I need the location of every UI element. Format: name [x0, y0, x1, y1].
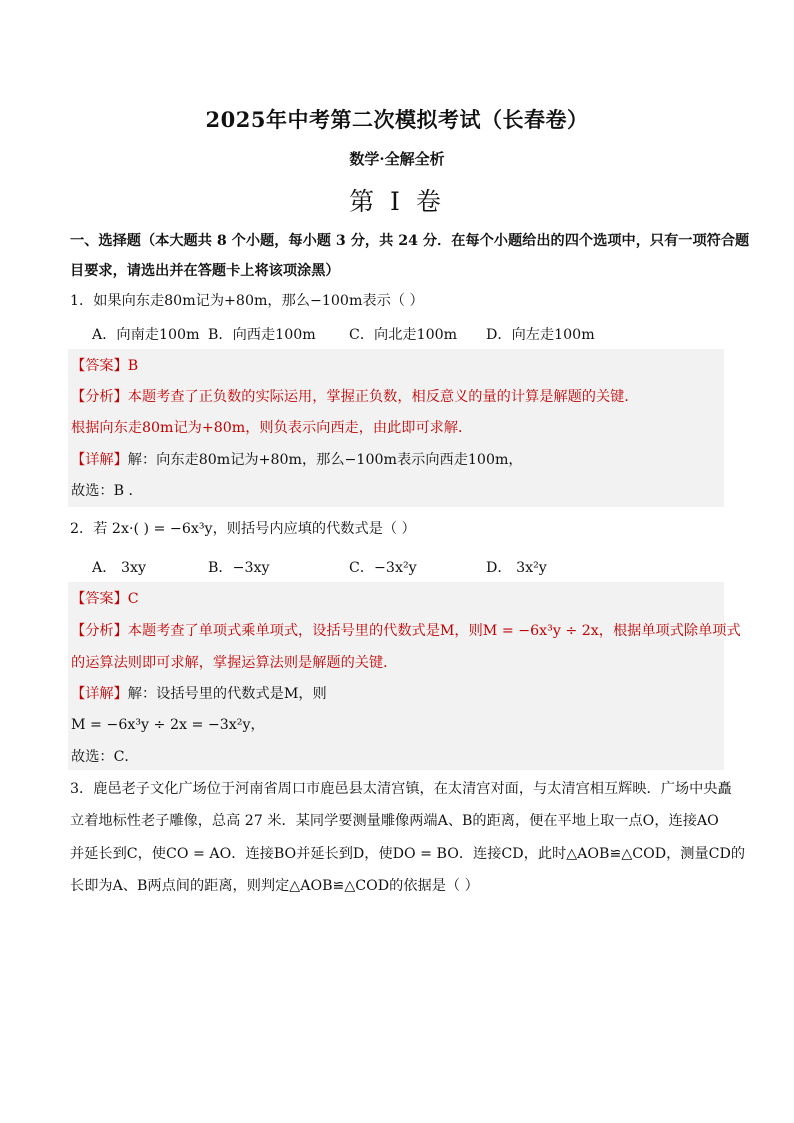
answer-value: B: [127, 358, 139, 374]
analysis-text: 本题考查了正负数的实际运用，掌握正负数，相反意义的量的计算是解题的关键．: [127, 389, 639, 405]
question-3-line-4: 长即为A、B两点间的距离，则判定△AOB≌△COD的依据是（ ）: [70, 878, 479, 894]
section-instructions-line-2: 目要求，请选出并在答题卡上将该项涂黑）: [70, 263, 340, 279]
question-1-detail-line: [71, 451, 523, 469]
question-1-choice-line: 故选：B ．: [71, 483, 143, 499]
exam-subtitle: 数学·全解全析: [349, 150, 445, 168]
question-1-option-a: A．向南走100m: [92, 327, 200, 343]
question-2-option-a: A． 3xy: [92, 560, 146, 576]
question-2-option-c: C．−3x²y: [349, 560, 417, 576]
question-2-answer-line: [71, 590, 139, 608]
section-instructions-line-1: 一、选择题（本大题共 8 个小题，每小题 3 分，共 24 分．在每个小题给出的四个选项中，只有一项符合题: [70, 233, 750, 249]
question-2-choice-line: 故选：C．: [71, 749, 139, 765]
detail-text: 解：向东走80m记为+80m，那么−100m表示向西走100m，: [127, 452, 523, 468]
exam-title: 2025年中考第二次模拟考试（长春卷）: [205, 107, 589, 132]
detail-tag: 【详解】: [71, 686, 128, 702]
answer-value: C: [127, 591, 139, 607]
analysis-tag: 【分析】: [71, 623, 128, 639]
question-2-analysis-line-2: 的运算法则即可求解，掌握运算法则是解题的关键．: [71, 655, 398, 671]
question-1-stem: 1．如果向东走80m记为+80m，那么−100m表示（ ）: [70, 293, 424, 309]
question-2-formula-line: M = −6x³y ÷ 2x = −3x²y，: [71, 717, 265, 733]
question-2-stem-text: ，则括号内应填的代数式是（ ）: [212, 521, 416, 537]
question-2-detail-line: [71, 685, 327, 703]
question-2-stem: [70, 520, 416, 538]
volume-heading: 第 I 卷: [349, 187, 445, 216]
question-1-option-b: B．向西走100m: [208, 327, 316, 343]
question-2-analysis-line-1: [71, 622, 741, 640]
question-1-solution-block: [68, 349, 724, 507]
question-1-analysis-line-2: 根据向东走80m记为+80m，则负表示向西走，由此即可求解．: [71, 420, 473, 436]
answer-tag: 【答案】: [71, 591, 128, 607]
question-1-option-d: D．向左走100m: [486, 327, 595, 343]
question-3-line-1: 3．鹿邑老子文化广场位于河南省周口市鹿邑县太清宫镇，在太清宫对面，与太清宫相互辉映．广场中央矗: [70, 781, 732, 797]
analysis-text: 本题考查了单项式乘单项式，设括号里的代数式是M，则M = −6x³y ÷ 2x，根据单项式除单项式: [127, 623, 741, 639]
question-2-option-b: B．−3xy: [208, 560, 270, 576]
detail-text: 解：设括号里的代数式是M，则: [127, 686, 327, 702]
question-1-option-c: C．向北走100m: [349, 327, 458, 343]
question-2-stem-expression: 2．若 2x·( ) = −6x³y: [70, 521, 213, 537]
question-1-analysis-line-1: [71, 388, 639, 406]
question-3-line-3: 并延长到C，使CO = AO．连接BO并延长到D，使DO = BO．连接CD，此时△AOB≌△COD，测量CD的: [70, 846, 746, 862]
detail-tag: 【详解】: [71, 452, 128, 468]
question-3-line-2: 立着地标性老子雕像，总高 27 米．某同学要测量雕像两端A、B的距离，便在平地上取一点O，连接AO: [70, 813, 719, 829]
question-1-answer-line: [71, 357, 138, 375]
question-2-option-d: D． 3x²y: [486, 560, 547, 576]
answer-tag: 【答案】: [71, 358, 128, 374]
analysis-tag: 【分析】: [71, 389, 128, 405]
question-2-solution-block: [68, 582, 741, 770]
